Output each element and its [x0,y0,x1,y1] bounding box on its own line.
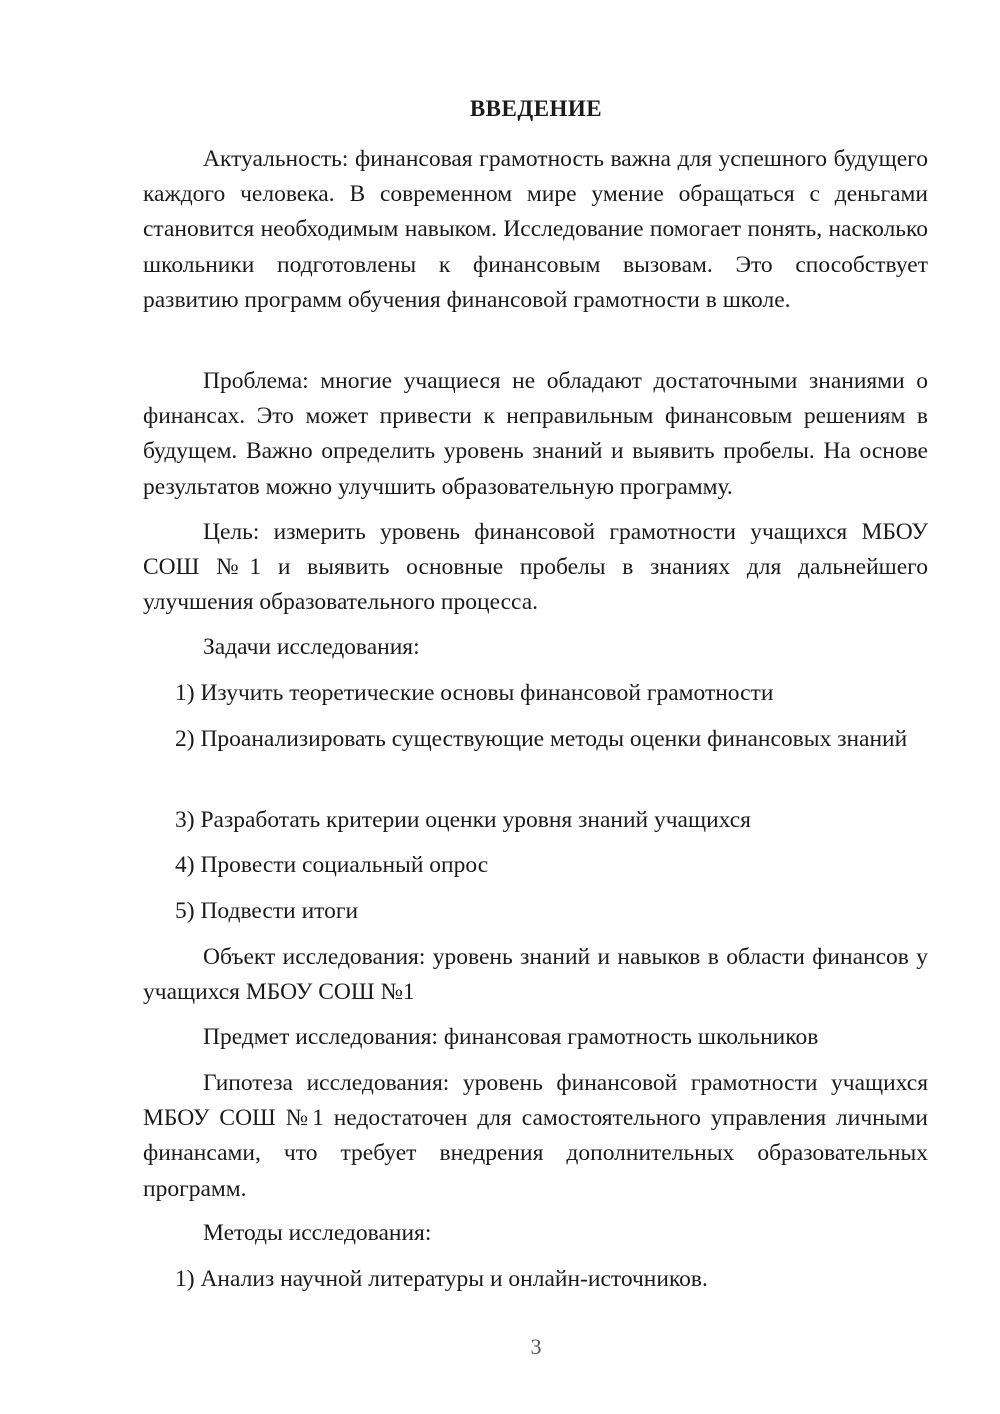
task-item-2: 2) Проанализировать существующие методы оценки финансовых знаний [175,726,908,752]
paragraph-methods-title: Методы исследования: [203,1220,432,1246]
page-number: 3 [530,1334,542,1359]
paragraph-subject: Предмет исследования: финансовая грамотность школьников [203,1024,819,1050]
paragraph-problem: Проблема: многие учащиеся не обладают достаточными знаниями о финансах. Это может привести к неправильным финансовым решениям в будущем. Важно определить уровень знаний и выявить пробелы. На основе результатов можно улучшить образовательную программу. [143,368,928,500]
paragraph-relevance: Актуальность: финансовая грамотность важна для успешного будущего каждого человека. В современном мире умение обращаться с деньгами становится необходимым навыком. Исследование помогает понять, насколько школьники подготовлены к финансовым вызовам. Это способствует развитию программ обучения финансовой грамотности в школе. [143,146,928,313]
task-item-3: 3) Разработать критерии оценки уровня знаний учащихся [175,807,751,833]
task-item-4: 4) Провести социальный опрос [175,852,489,878]
paragraph-tasks-title: Задачи исследования: [203,634,420,660]
paragraph-object: Объект исследования: уровень знаний и навыков в области финансов у учащихся МБОУ СОШ №1 [143,944,928,1006]
paragraph-goal: Цель: измерить уровень финансовой грамотности учащихся МБОУ СОШ №1 и выявить основные пробелы в знаниях для дальнейшего улучшения образовательного процесса. [143,519,928,616]
section-heading: ВВЕДЕНИЕ [469,96,603,121]
method-item-1: 1) Анализ научной литературы и онлайн-источников. [175,1266,708,1292]
task-item-5: 5) Подвести итоги [175,898,359,924]
task-item-1: 1) Изучить теоретические основы финансовой грамотности [175,680,774,706]
paragraph-hypothesis: Гипотеза исследования: уровень финансовой грамотности учащихся МБОУ СОШ №1 недостаточен для самостоятельного управления личными финансами, что требует внедрения дополнительных образовательных программ. [143,1070,928,1202]
